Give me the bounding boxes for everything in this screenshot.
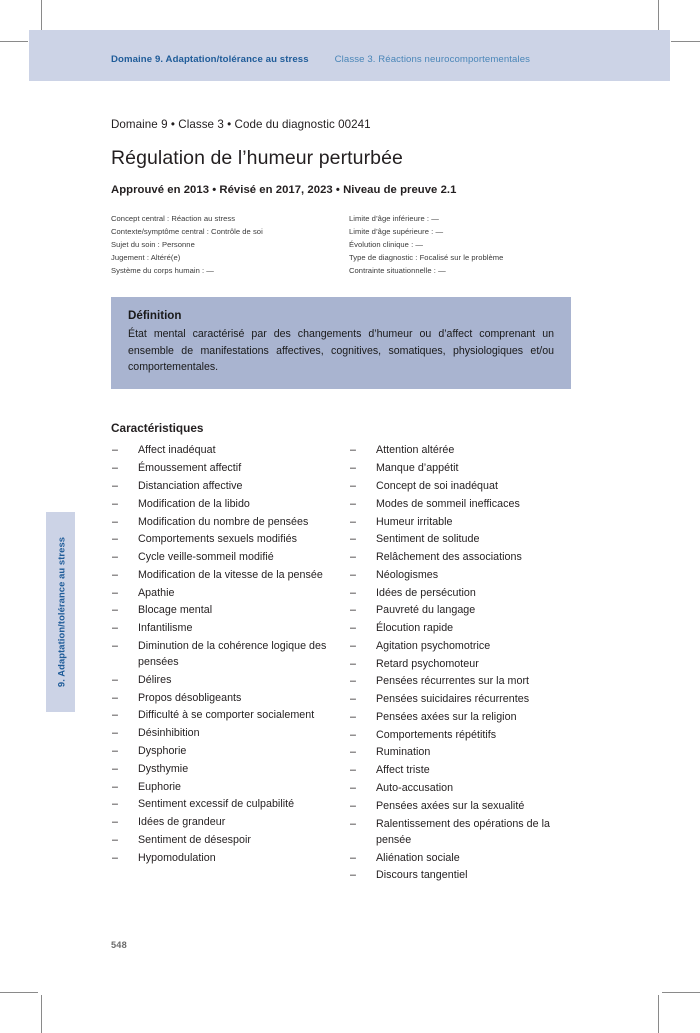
bullet-dash-icon: – [112,497,118,510]
characteristic-label: Idées de persécution [376,586,476,599]
characteristic-item [349,620,571,636]
characteristic-item [111,707,349,723]
bullet-dash-icon: – [350,817,356,830]
diagnosis-code-line: Domaine 9 • Classe 3 • Code du diagnostic 00241 [111,118,371,131]
characteristic-label: Sentiment de solitude [376,533,480,546]
characteristic-label: Élocution rapide [376,622,454,635]
metadata-column-right [349,212,571,277]
characteristic-item [349,531,571,547]
characteristic-item [349,638,571,654]
crop-mark-bottom-left-vertical [41,995,42,1033]
characteristic-item [349,673,571,689]
characteristic-item [111,478,349,494]
characteristic-item [349,549,571,565]
characteristic-label: Blocage mental [138,604,213,617]
characteristic-label: Concept de soi inadéquat [376,479,498,492]
characteristic-item [111,725,349,741]
characteristic-item [111,850,349,866]
bullet-dash-icon: – [112,479,118,492]
bullet-dash-icon: – [112,798,118,811]
metadata-item: Contexte/symptôme central : Contrôle de soi [111,227,263,237]
bullet-dash-icon: – [350,622,356,635]
characteristic-item [349,709,571,725]
characteristic-item [111,442,349,458]
bullet-dash-icon: – [350,479,356,492]
characteristic-label: Agitation psychomotrice [376,639,491,652]
characteristic-label: Modification du nombre de pensées [138,515,309,528]
characteristic-label: Pensées axées sur la religion [376,710,517,723]
bullet-dash-icon: – [350,515,356,528]
characteristic-item [111,567,349,583]
characteristic-label: Ralentissement des opérations de la pensée [376,817,551,846]
bullet-dash-icon: – [350,657,356,670]
characteristic-label: Propos désobligeants [138,691,242,704]
characteristic-label: Manque d’appétit [376,462,459,475]
characteristic-label: Distanciation affective [138,479,243,492]
bullet-dash-icon: – [350,693,356,706]
characteristic-label: Aliénation sociale [376,851,460,864]
bullet-dash-icon: – [112,833,118,846]
bullet-dash-icon: – [350,746,356,759]
characteristic-label: Hypomodulation [138,851,216,864]
bullet-dash-icon: – [112,515,118,528]
bullet-dash-icon: – [112,691,118,704]
metadata-item: Système du corps humain : — [111,266,214,276]
characteristic-label: Apathie [138,586,175,599]
metadata-column-left [111,212,349,277]
bullet-dash-icon: – [112,780,118,793]
characteristic-label: Néologismes [376,568,439,581]
bullet-dash-icon: – [112,551,118,564]
metadata-item: Sujet du soin : Personne [111,240,195,250]
bullet-dash-icon: – [350,639,356,652]
characteristic-label: Diminution de la cohérence logique des pensées [138,639,327,669]
characteristic-label: Sentiment de désespoir [138,833,251,846]
page-title: Régulation de l’humeur perturbée [111,147,403,169]
bullet-dash-icon: – [350,782,356,794]
characteristic-item [111,761,349,777]
characteristic-label: Modification de la vitesse de la pensée [138,568,323,581]
characteristic-item [111,832,349,848]
characteristic-item [349,585,571,601]
characteristic-item [111,531,349,547]
characteristic-item [349,656,571,672]
crop-mark-bottom-right-horizontal [662,992,700,993]
characteristic-item [111,672,349,688]
characteristic-item [111,690,349,706]
bullet-dash-icon: – [350,497,356,510]
characteristic-item [111,779,349,795]
running-header-classe: Classe 3. Réactions neurocomportementales [334,54,531,65]
characteristic-item [349,780,571,796]
characteristic-item [349,691,571,707]
running-header-content [111,54,660,65]
characteristic-label: Infantilisme [138,622,193,635]
bullet-dash-icon: – [350,799,356,812]
bullet-dash-icon: – [350,586,356,599]
bullet-dash-icon: – [112,762,118,775]
crop-mark-bottom-left-horizontal [0,992,38,993]
characteristic-item [111,514,349,530]
characteristic-label: Cycle veille-sommeil modifié [138,551,274,564]
bullet-dash-icon: – [112,744,118,757]
characteristic-label: Dysphorie [138,744,187,757]
characteristic-label: Retard psychomoteur [376,657,479,670]
characteristic-label: Sentiment excessif de culpabilité [138,798,295,811]
bullet-dash-icon: – [112,709,118,722]
characteristics-heading: Caractéristiques [111,421,204,436]
characteristic-label: Désinhibition [138,727,200,740]
characteristic-item [349,850,571,866]
characteristic-label: Modification de la libido [138,497,250,510]
bullet-dash-icon: – [112,673,118,686]
characteristic-label: Comportements répétitifs [376,728,497,741]
bullet-dash-icon: – [350,728,356,741]
bullet-dash-icon: – [112,622,118,635]
characteristic-label: Pauvreté du langage [376,604,476,617]
characteristic-item [111,743,349,759]
thumb-index-tab [46,512,75,712]
bullet-dash-icon: – [112,639,118,652]
metadata-item: Évolution clinique : — [349,240,424,250]
page-content [111,118,571,885]
characteristic-label: Euphorie [138,780,182,793]
characteristic-item [111,814,349,830]
crop-mark-top-left-horizontal [0,41,28,42]
bullet-dash-icon: – [112,533,118,546]
characteristic-label: Auto-accusation [376,782,454,794]
definition-heading: Définition [128,309,182,323]
bullet-dash-icon: – [350,851,356,864]
characteristic-item [349,816,571,849]
bullet-dash-icon: – [350,444,356,457]
bullet-dash-icon: – [350,675,356,688]
characteristic-item [111,602,349,618]
bullet-dash-icon: – [112,727,118,740]
characteristic-label: Rumination [376,746,431,759]
characteristic-label: Pensées suicidaires récurrentes [376,693,530,706]
characteristic-item [349,514,571,530]
characteristic-item [349,478,571,494]
characteristic-label: Affect triste [376,764,430,777]
metadata-item: Jugement : Altéré(e) [111,253,181,263]
metadata-item: Limite d’âge inférieure : — [349,214,439,223]
characteristic-item [349,460,571,476]
bullet-dash-icon: – [350,869,356,882]
bullet-dash-icon: – [350,551,356,564]
characteristics-column-right [349,442,571,885]
characteristic-item [349,602,571,618]
bullet-dash-icon: – [112,816,118,829]
characteristic-label: Pensées axées sur la sexualité [376,799,525,812]
characteristics-columns [111,442,571,885]
characteristic-item [111,796,349,812]
characteristic-item [111,638,349,671]
bullet-dash-icon: – [112,444,118,457]
running-header [29,30,670,81]
characteristic-item [349,798,571,814]
characteristic-label: Modes de sommeil inefficaces [376,497,520,510]
characteristic-label: Délires [138,673,172,686]
characteristic-item [111,496,349,512]
characteristic-label: Idées de grandeur [138,816,226,829]
characteristic-label: Relâchement des associations [376,551,522,564]
characteristic-item [349,867,571,883]
bullet-dash-icon: – [112,462,118,475]
characteristic-label: Émoussement affectif [138,462,242,475]
characteristic-label: Affect inadéquat [138,444,216,457]
characteristic-label: Discours tangentiel [376,869,468,882]
characteristic-label: Dysthymie [138,762,189,775]
bullet-dash-icon: – [350,764,356,777]
thumb-index-tab-label: 9. Adaptation/tolérance au stress [55,536,66,688]
characteristic-item [349,567,571,583]
definition-box [111,297,571,389]
metadata-item: Limite d’âge supérieure : — [349,227,444,237]
bullet-dash-icon: – [350,604,356,617]
bullet-dash-icon: – [112,851,118,864]
metadata-item: Type de diagnostic : Focalisé sur le problème [349,253,504,263]
characteristics-column-left [111,442,349,885]
bullet-dash-icon: – [350,710,356,723]
crop-mark-top-right-horizontal [671,41,700,42]
bullet-dash-icon: – [350,462,356,475]
approval-line: Approuvé en 2013 • Révisé en 2017, 2023 • Niveau de preuve 2.1 [111,184,457,196]
characteristic-item [111,460,349,476]
characteristic-item [349,496,571,512]
definition-text: État mental caractérisé par des changements d’humeur ou d’affect comprenant un ensemble de manifestations affectives, cognitives, somatiques, physiologiques et/ou comportementales. [128,328,554,374]
crop-mark-top-left-vertical [41,0,42,30]
running-header-domain: Domaine 9. Adaptation/tolérance au stress [111,54,309,65]
page-number: 548 [111,940,127,950]
characteristic-label: Difficulté à se comporter socialement [138,709,315,722]
characteristic-item [111,585,349,601]
characteristic-label: Attention altérée [376,444,455,457]
characteristic-item [349,744,571,760]
bullet-dash-icon: – [112,586,118,599]
metadata-block [111,212,571,277]
bullet-dash-icon: – [350,568,356,581]
characteristic-item [111,620,349,636]
crop-mark-top-right-vertical [658,0,659,30]
characteristic-item [349,442,571,458]
crop-mark-bottom-right-vertical [658,995,659,1033]
characteristic-item [111,549,349,565]
bullet-dash-icon: – [112,568,118,581]
characteristic-label: Comportements sexuels modifiés [138,533,297,546]
characteristic-label: Pensées récurrentes sur la mort [376,675,530,688]
metadata-item: Contrainte situationnelle : — [349,266,446,276]
characteristic-label: Humeur irritable [376,515,453,528]
bullet-dash-icon: – [350,533,356,546]
characteristic-item [349,727,571,743]
characteristic-item [349,762,571,778]
metadata-item: Concept central : Réaction au stress [111,214,236,223]
bullet-dash-icon: – [112,604,118,617]
